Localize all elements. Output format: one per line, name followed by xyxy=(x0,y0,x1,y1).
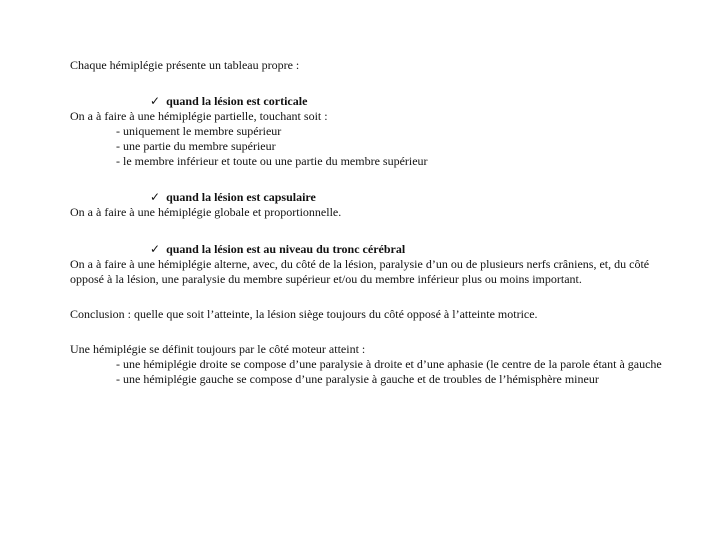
section-tronc-cerebral xyxy=(70,242,670,287)
heading-text: quand la lésion est capsulaire xyxy=(166,190,316,204)
section-lead: On a à faire à une hémiplégie globale et proportionnelle. xyxy=(70,205,342,219)
section-lead: On a à faire à une hémiplégie partielle, touchant soit : xyxy=(70,109,328,123)
definition-section xyxy=(70,342,670,387)
section-heading xyxy=(150,190,670,205)
section-corticale xyxy=(70,94,670,169)
list-item: - une hémiplégie droite se compose d’une paralysie à droite et d’une aphasie (le centre de la parole étant à gauche xyxy=(116,357,662,371)
section-capsulaire xyxy=(70,190,670,220)
checkmark-icon: ✓ xyxy=(150,94,161,108)
section-heading xyxy=(150,242,670,257)
list-item: - le membre inférieur et toute ou une partie du membre supérieur xyxy=(116,154,428,168)
list-item: - une partie du membre supérieur xyxy=(116,139,276,153)
checkmark-icon: ✓ xyxy=(150,190,161,204)
heading-text: quand la lésion est corticale xyxy=(166,94,308,108)
intro-text: Chaque hémiplégie présente un tableau propre : xyxy=(70,58,300,72)
list-item: - uniquement le membre supérieur xyxy=(116,124,282,138)
list-item: - une hémiplégie gauche se compose d’une paralysie à gauche et de troubles de l’hémisphère mineur xyxy=(116,372,599,386)
definition-lead: Une hémiplégie se définit toujours par le côté moteur atteint : xyxy=(70,342,366,356)
section-body: On a à faire à une hémiplégie alterne, avec, du côté de la lésion, paralysie d’un ou de plusieurs nerfs crâniens, et, du côté opposé à la lésion, une paralysie du membre supérieur et/ou du membre inférieur plus ou moins important. xyxy=(70,257,650,286)
heading-text: quand la lésion est au niveau du tronc cérébral xyxy=(166,242,406,256)
section-heading xyxy=(150,94,670,109)
conclusion-text: Conclusion : quelle que soit l’atteinte, la lésion siège toujours du côté opposé à l’atteinte motrice. xyxy=(70,307,538,321)
document-page xyxy=(70,58,670,387)
checkmark-icon: ✓ xyxy=(150,242,161,256)
